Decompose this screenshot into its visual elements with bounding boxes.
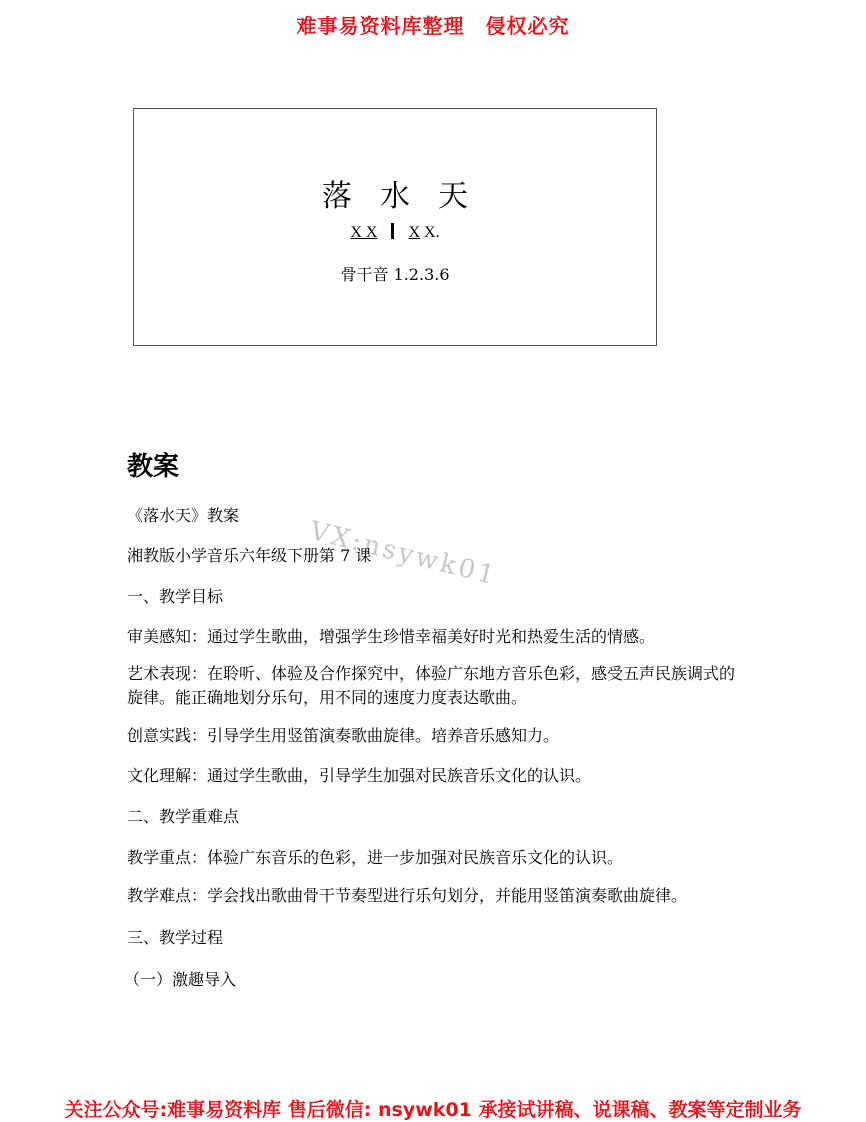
goal-artistic: 艺术表现：在聆听、体验及合作探究中，体验广东地方音乐色彩，感受五声民族调式的旋律。能正确地划分乐句，用不同的速度力度表达歌曲。	[127, 664, 736, 707]
difficult-point: 教学难点：学会找出歌曲骨干节奏型进行乐句划分，并能用竖笛演奏歌曲旋律。	[127, 886, 688, 905]
title-box	[133, 108, 657, 346]
goal-creative: 创意实践：引导学生用竖笛演奏歌曲旋律。培养音乐感知力。	[127, 726, 560, 745]
goal-aesthetic: 审美感知：通过学生歌曲，增强学生珍惜幸福美好时光和热爱生活的情感。	[127, 627, 656, 646]
rhythm-group-b: X	[408, 224, 421, 241]
top-banner: 难事易资料库整理 侵权必究	[296, 14, 570, 38]
bar-line	[391, 223, 394, 239]
doc-title-line: 《落水天》教案	[127, 506, 240, 525]
rhythm-group-a: X X	[350, 224, 378, 241]
rhythm-group-c: X.	[424, 224, 440, 241]
watermark: VX:nsywk01	[306, 516, 501, 592]
section-key-points: 二、教学重难点	[127, 807, 240, 826]
textbook-line: 湘教版小学音乐六年级下册第 7 课	[127, 546, 372, 565]
goal-cultural: 文化理解：通过学生歌曲，引导学生加强对民族音乐文化的认识。	[127, 766, 592, 785]
section-heading: 教案	[127, 452, 180, 482]
key-point: 教学重点：体验广东音乐的色彩，进一步加强对民族音乐文化的认识。	[127, 848, 624, 867]
song-title: 落水天	[322, 179, 496, 214]
skeleton-notes: 骨干音 1.2.3.6	[340, 265, 450, 284]
section-goals: 一、教学目标	[127, 587, 224, 606]
bottom-banner: 关注公众号:难事易资料库 售后微信: nsywk01 承接试讲稿、说课稿、教案等定制业务	[64, 1099, 802, 1121]
rhythm-pattern	[134, 223, 656, 242]
process-step-1: （一）激趣导入	[124, 970, 237, 989]
section-process: 三、教学过程	[127, 928, 224, 947]
